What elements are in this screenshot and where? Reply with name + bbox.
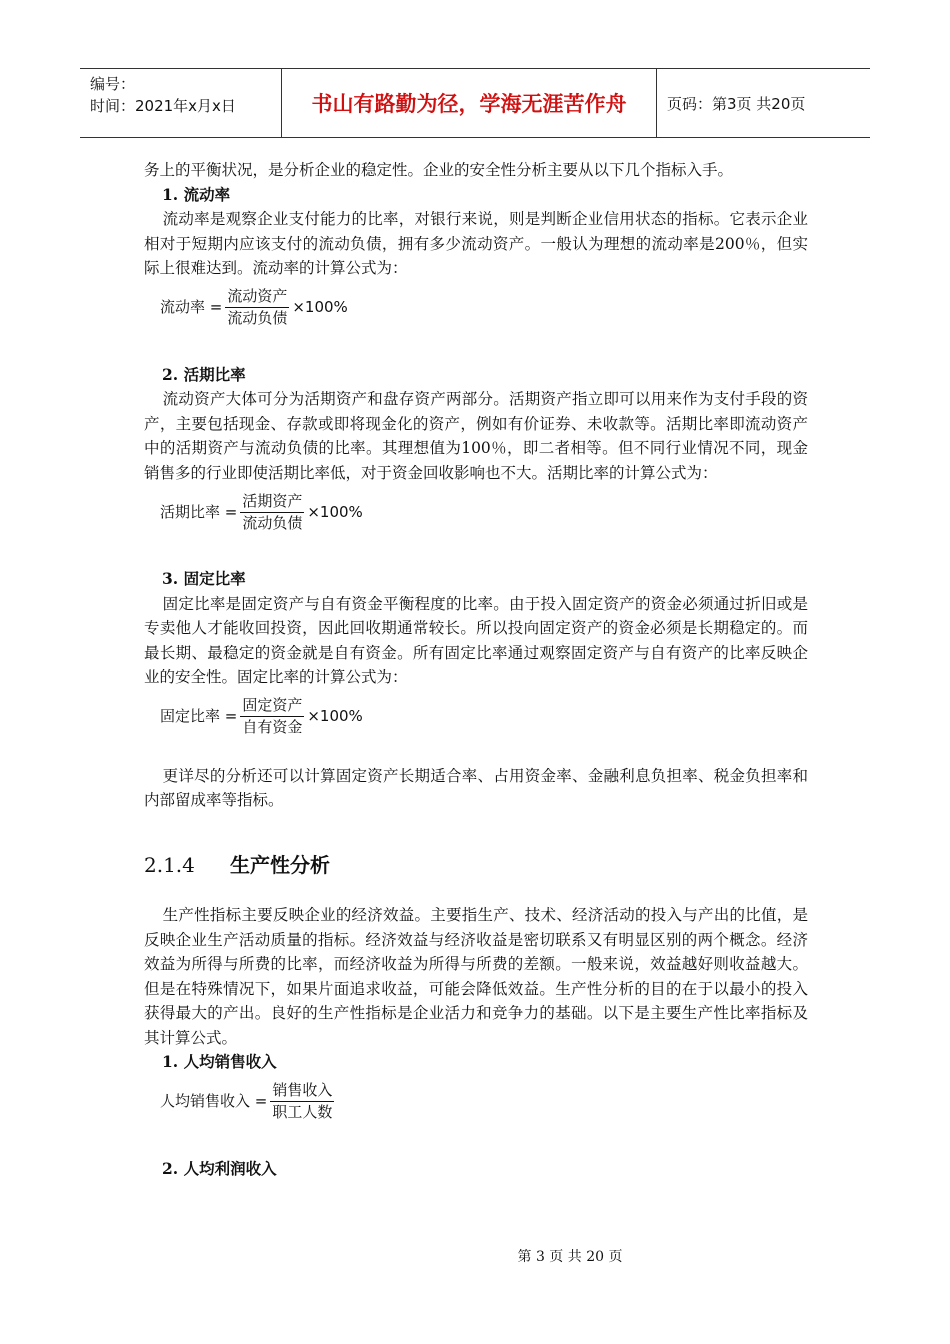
- formula-fraction: [240, 695, 304, 738]
- subheading-fixed-ratio: 3. 固定比率: [162, 569, 246, 588]
- section-heading: [144, 853, 808, 878]
- formula-denominator: 职工人数: [272, 1103, 333, 1121]
- intro-paragraph: 务上的平衡状况，是分析企业的稳定性。企业的安全性分析主要从以下几个指标入手。: [144, 161, 734, 179]
- document-body: [144, 158, 808, 1181]
- formula-fraction: [225, 286, 289, 329]
- formula-lhs: 流动率 =: [160, 298, 223, 317]
- formula-multiplier: ×100%: [292, 298, 348, 317]
- code-label: 编号：: [90, 75, 136, 93]
- formula-denominator: 自有资金: [242, 718, 303, 736]
- more-analysis-paragraph: 更详尽的分析还可以计算固定资产长期适合率、占用资金率、金融利息负担率、税金负担率和内部留成率等指标。: [144, 766, 808, 809]
- formula-numerator: 活期资产: [240, 491, 304, 513]
- productivity-paragraph: 生产性指标主要反映企业的经济效益。主要指生产、技术、经济活动的投入与产出的比值，是反映企业生产活动质量的指标。经济效益与经济收益是密切联系又有明显区别的两个概念。经济效益为所得与所费的比率，而经济收益为所得与所费的差额。一般来说，效益越好则收益越大。但是在特殊情况下，如果片面追求收益，可能会降低效益。生产性分析的目的在于以最小的投入获得最大的产出。良好的生产性指标是企业活力和竞争力的基础。以下是主要生产性比率指标及其计算公式。: [144, 906, 808, 1047]
- quick-ratio-formula: [160, 487, 808, 537]
- sales-per-capita-formula: [160, 1077, 808, 1127]
- section-number: 2.1.4: [144, 852, 195, 877]
- header-page-info: 页码：第3页 共20页: [667, 94, 806, 113]
- fixed-ratio-formula: [160, 692, 808, 742]
- formula-fraction: [240, 491, 304, 534]
- header-motto: 书山有路勤为径，学海无涯苦作舟: [282, 69, 657, 137]
- formula-denominator: 流动负债: [227, 309, 288, 327]
- page-header: [80, 68, 870, 138]
- current-ratio-paragraph: 流动率是观察企业支付能力的比率，对银行来说，则是判断企业信用状态的指标。它表示企业相对于短期内应该支付的流动负债，拥有多少流动资产。一般认为理想的流动率是200％，但实际上很难达到。流动率的计算公式为：: [144, 210, 808, 277]
- formula-denominator: 流动负债: [242, 513, 303, 532]
- quick-ratio-paragraph: 流动资产大体可分为活期资产和盘存资产两部分。活期资产指立即可以用来作为支付手段的资产，主要包括现金、存款或即将现金化的资产，例如有价证券、未收款等。活期比率即流动资产中的活期资产与流动负债的比率。其理想值为100％，即二者相等。但不同行业情况不同，现金销售多的行业即使活期比率低，对于资金回收影响也不大。活期比率的计算公式为：: [144, 390, 808, 482]
- formula-numerator: 销售收入: [270, 1080, 334, 1102]
- subheading-quick-ratio: 2. 活期比率: [162, 364, 246, 384]
- page-footer: 第 3 页 共 20 页: [517, 1249, 623, 1265]
- subheading-current-ratio: 1. 流动率: [162, 184, 231, 204]
- formula-numerator: 固定资产: [240, 695, 304, 717]
- formula-multiplier: ×100%: [307, 707, 363, 726]
- formula-lhs: 固定比率 =: [160, 707, 238, 726]
- formula-numerator: 流动资产: [225, 286, 289, 308]
- subheading-profit-per-capita: 2. 人均利润收入: [162, 1158, 277, 1178]
- section-title: 生产性分析: [230, 852, 330, 877]
- time-label: 时间：2021年x月x日: [90, 97, 236, 115]
- fixed-ratio-paragraph: 固定比率是固定资产与自有资金平衡程度的比率。由于投入固定资产的资金必须通过折旧或是专卖他人才能收回投资，因此回收期通常较长。所以投向固定资产的资金必须是长期稳定的。而最长期、最稳定的资金就是自有资金。所有固定比率通过观察固定资产与自有资产的比率反映企业的安全性。固定比率的计算公式为：: [144, 594, 808, 686]
- formula-lhs: 人均销售收入 =: [160, 1092, 268, 1111]
- formula-lhs: 活期比率 =: [160, 502, 238, 521]
- formula-multiplier: ×100%: [307, 502, 363, 521]
- header-left-cell: [80, 69, 282, 137]
- formula-fraction: [270, 1080, 334, 1123]
- subheading-sales-per-capita: 1. 人均销售收入: [162, 1052, 277, 1071]
- current-ratio-formula: [160, 283, 808, 333]
